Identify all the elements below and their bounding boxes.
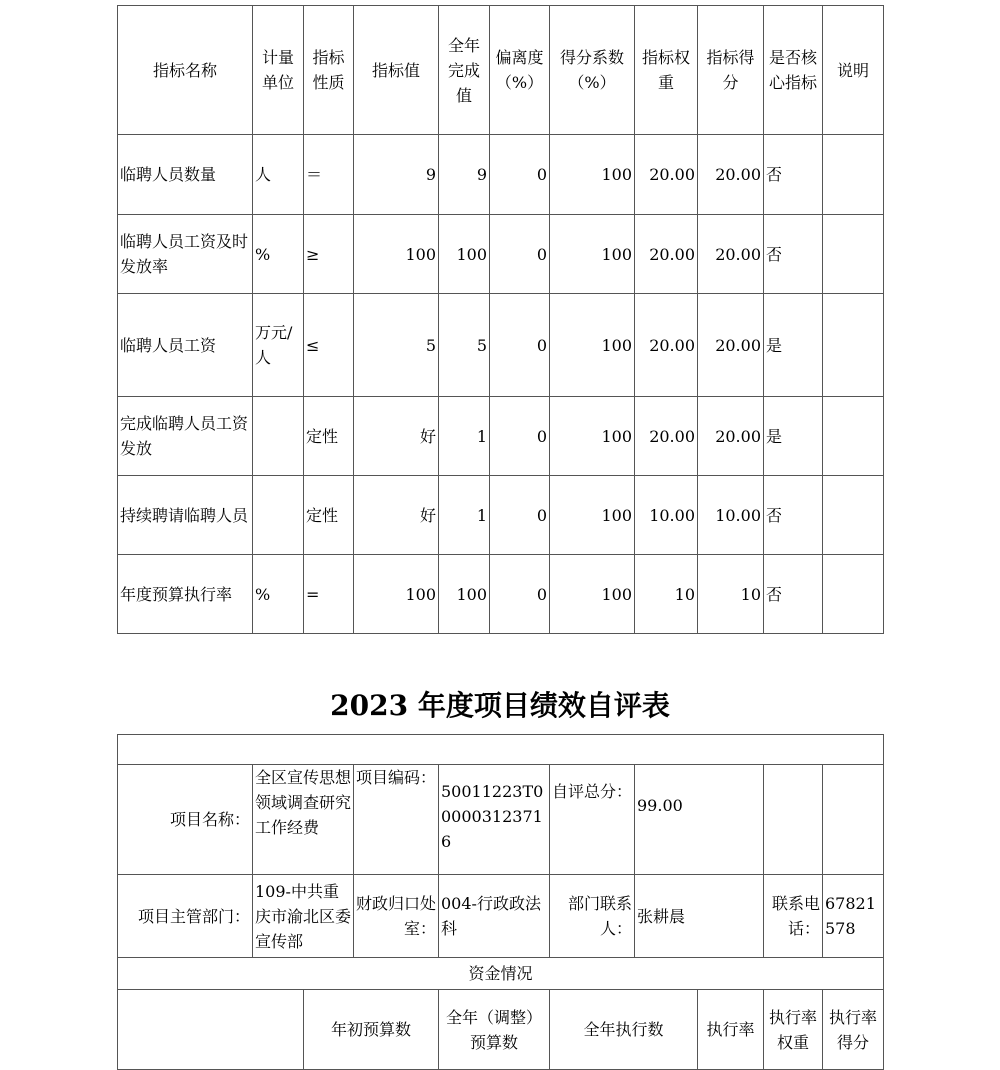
cell-score: 20.00 [698, 215, 764, 294]
cell-unit: % [253, 555, 304, 634]
dept-label: 项目主管部门： [118, 875, 253, 958]
total-score-value: 99.00 [635, 765, 764, 875]
contact-value: 张耕晨 [635, 875, 764, 958]
empty-cell [823, 765, 884, 875]
project-info-row [118, 765, 884, 875]
funds-header-executed: 全年执行数 [550, 990, 698, 1070]
cell-target: 100 [354, 215, 439, 294]
cell-coef: 100 [550, 294, 635, 397]
header-actual: 全年完成值 [439, 6, 490, 135]
cell-actual: 1 [439, 397, 490, 476]
cell-core: 否 [764, 215, 823, 294]
cell-note [823, 555, 884, 634]
funds-header-exec-rate: 执行率 [698, 990, 764, 1070]
header-nature: 指标性质 [304, 6, 354, 135]
cell-actual: 100 [439, 215, 490, 294]
cell-name: 临聘人员数量 [118, 135, 253, 215]
form-title: 2023 年度项目绩效自评表 [330, 689, 670, 722]
cell-core: 是 [764, 294, 823, 397]
cell-unit: 万元/人 [253, 294, 304, 397]
cell-nature: 定性 [304, 397, 354, 476]
cell-deviation: 0 [490, 215, 550, 294]
finance-office-value: 004-行政政法科 [439, 875, 550, 958]
cell-note [823, 215, 884, 294]
cell-core: 否 [764, 476, 823, 555]
cell-nature: = [304, 555, 354, 634]
cell-target: 好 [354, 476, 439, 555]
cell-unit: 人 [253, 135, 304, 215]
cell-actual: 1 [439, 476, 490, 555]
funds-section-label: 资金情况 [118, 958, 884, 990]
cell-coef: 100 [550, 476, 635, 555]
empty-cell [118, 990, 304, 1070]
header-unit: 计量单位 [253, 6, 304, 135]
cell-coef: 100 [550, 135, 635, 215]
cell-weight: 20.00 [635, 294, 698, 397]
table-row [118, 215, 884, 294]
cell-core: 是 [764, 397, 823, 476]
self-eval-table [117, 734, 884, 1070]
header-weight: 指标权重 [635, 6, 698, 135]
cell-nature: 定性 [304, 476, 354, 555]
cell-weight: 20.00 [635, 397, 698, 476]
project-name-value: 全区宣传思想领域调查研究工作经费 [253, 765, 354, 875]
cell-deviation: 0 [490, 397, 550, 476]
header-core: 是否核心指标 [764, 6, 823, 135]
cell-deviation: 0 [490, 135, 550, 215]
cell-deviation: 0 [490, 476, 550, 555]
cell-score: 20.00 [698, 397, 764, 476]
cell-weight: 20.00 [635, 215, 698, 294]
cell-deviation: 0 [490, 555, 550, 634]
cell-score: 20.00 [698, 294, 764, 397]
header-score: 指标得分 [698, 6, 764, 135]
cell-target: 9 [354, 135, 439, 215]
cell-weight: 10 [635, 555, 698, 634]
cell-core: 否 [764, 555, 823, 634]
cell-deviation: 0 [490, 294, 550, 397]
phone-value: 67821578 [823, 875, 884, 958]
cell-nature: ≤ [304, 294, 354, 397]
funds-header-adjusted-budget: 全年（调整）预算数 [439, 990, 550, 1070]
funds-header-row [118, 990, 884, 1070]
cell-name: 持续聘请临聘人员 [118, 476, 253, 555]
funds-header-initial-budget: 年初预算数 [304, 990, 439, 1070]
cell-name: 完成临聘人员工资发放 [118, 397, 253, 476]
cell-coef: 100 [550, 397, 635, 476]
cell-nature: ＝ [304, 135, 354, 215]
table-row [118, 555, 884, 634]
cell-actual: 9 [439, 135, 490, 215]
header-indicator-name: 指标名称 [118, 6, 253, 135]
cell-nature: ≥ [304, 215, 354, 294]
cell-coef: 100 [550, 555, 635, 634]
table-row [118, 397, 884, 476]
cell-note [823, 397, 884, 476]
dept-info-row [118, 875, 884, 958]
table-row [118, 476, 884, 555]
indicator-header-row [118, 6, 884, 135]
contact-label: 部门联系人： [550, 875, 635, 958]
cell-name: 年度预算执行率 [118, 555, 253, 634]
finance-office-label: 财政归口处室： [354, 875, 439, 958]
cell-target: 5 [354, 294, 439, 397]
cell-name: 临聘人员工资 [118, 294, 253, 397]
header-target: 指标值 [354, 6, 439, 135]
funds-section-row [118, 958, 884, 990]
cell-target: 100 [354, 555, 439, 634]
table-row [118, 135, 884, 215]
cell-target: 好 [354, 397, 439, 476]
header-note: 说明 [823, 6, 884, 135]
cell-name: 临聘人员工资及时发放率 [118, 215, 253, 294]
cell-score: 20.00 [698, 135, 764, 215]
phone-label: 联系电话： [764, 875, 823, 958]
blank-cell [118, 735, 884, 765]
blank-row [118, 735, 884, 765]
cell-unit [253, 476, 304, 555]
total-score-label: 自评总分： [550, 765, 635, 875]
cell-note [823, 294, 884, 397]
cell-weight: 20.00 [635, 135, 698, 215]
empty-cell [764, 765, 823, 875]
project-name-label: 项目名称： [118, 765, 253, 875]
header-deviation: 偏离度（%） [490, 6, 550, 135]
cell-unit: % [253, 215, 304, 294]
cell-actual: 100 [439, 555, 490, 634]
dept-value: 109-中共重庆市渝北区委宣传部 [253, 875, 354, 958]
cell-actual: 5 [439, 294, 490, 397]
project-code-label: 项目编码： [354, 765, 439, 875]
cell-note [823, 135, 884, 215]
header-coef: 得分系数（%） [550, 6, 635, 135]
table-row [118, 294, 884, 397]
cell-coef: 100 [550, 215, 635, 294]
project-code-value: 50011223T000003123716 [439, 765, 550, 875]
funds-header-exec-weight: 执行率权重 [764, 990, 823, 1070]
cell-weight: 10.00 [635, 476, 698, 555]
funds-header-exec-score: 执行率得分 [823, 990, 884, 1070]
cell-note [823, 476, 884, 555]
cell-score: 10.00 [698, 476, 764, 555]
cell-score: 10 [698, 555, 764, 634]
cell-unit [253, 397, 304, 476]
cell-core: 否 [764, 135, 823, 215]
indicator-table [117, 5, 884, 634]
